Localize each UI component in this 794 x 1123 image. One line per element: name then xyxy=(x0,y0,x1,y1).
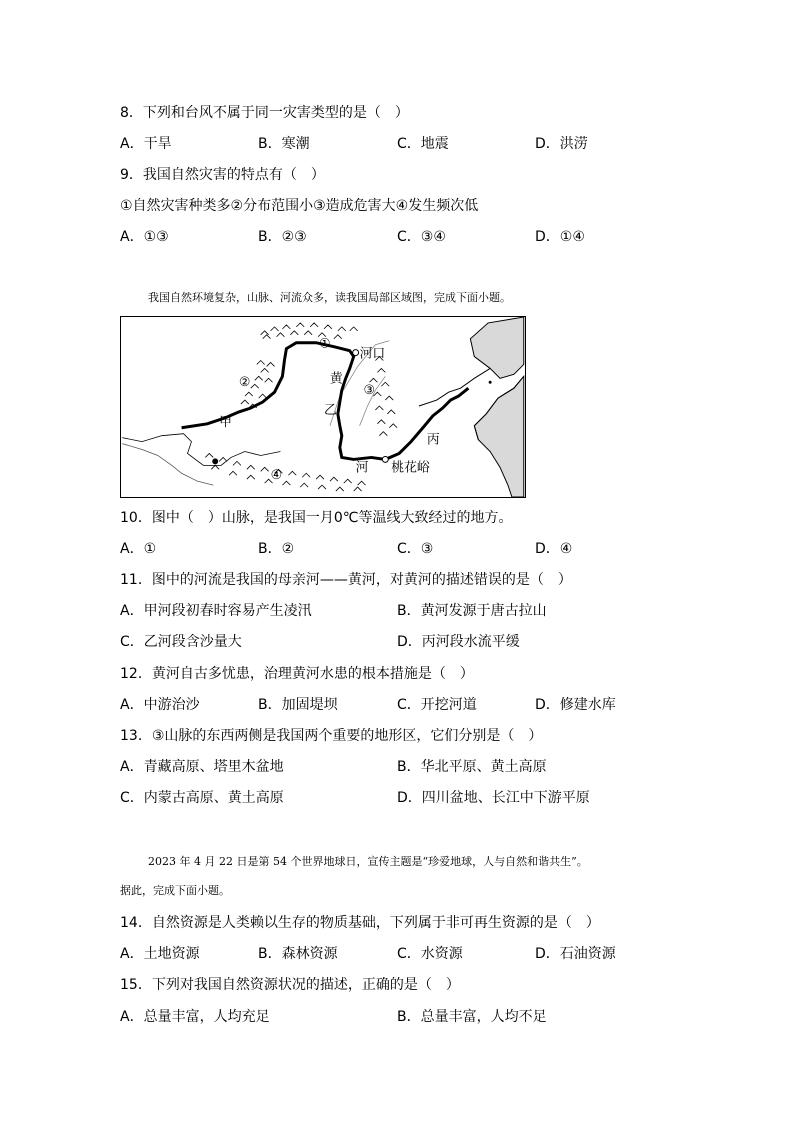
lake-marker xyxy=(212,458,218,464)
hekou-marker xyxy=(353,350,359,356)
q10-option-a[interactable]: A．① xyxy=(120,541,157,557)
q8-option-d[interactable]: D．洪涝 xyxy=(535,136,588,152)
question-15-stem: 15．下列对我国自然资源状况的描述，正确的是（ ） xyxy=(120,977,460,993)
label-taohuayu: 桃花峪 xyxy=(391,460,430,476)
q15-option-a[interactable]: A．总量丰富，人均充足 xyxy=(120,1009,270,1025)
q12-option-a[interactable]: A．中游治沙 xyxy=(120,697,200,713)
question-10-stem: 10．图中（ ）山脉，是我国一月0℃等温线大致经过的地方。 xyxy=(120,510,513,526)
q14-option-b[interactable]: B．森林资源 xyxy=(258,946,338,962)
q11-option-c[interactable]: C．乙河段含沙量大 xyxy=(120,634,242,650)
q10-option-c[interactable]: C．③ xyxy=(397,541,434,557)
label-mountain-2: ② xyxy=(238,375,251,391)
question-12-stem: 12．黄河自古多忧患，治理黄河水患的根本措施是（ ） xyxy=(120,666,474,682)
sea-area xyxy=(474,376,523,497)
question-13-stem: 13．③山脉的东西两侧是我国两个重要的地形区，它们分别是（ ） xyxy=(120,728,543,744)
q11-option-a[interactable]: A．甲河段初春时容易产生凌汛 xyxy=(120,603,312,619)
q11-option-d[interactable]: D．丙河段水流平缓 xyxy=(397,634,520,650)
q13-option-b[interactable]: B．华北平原、黄土高原 xyxy=(397,759,547,775)
q8-option-b[interactable]: B．寒潮 xyxy=(258,136,310,152)
mountain-range-1 xyxy=(261,323,358,339)
q10-option-b[interactable]: B．② xyxy=(258,541,295,557)
q9-option-b[interactable]: B．②③ xyxy=(258,229,307,245)
q12-option-c[interactable]: C．开挖河道 xyxy=(397,697,477,713)
q13-option-a[interactable]: A．青藏高原、塔里木盆地 xyxy=(120,759,284,775)
label-bing: 丙 xyxy=(426,432,440,448)
map-intro: 我国自然环境复杂，山脉、河流众多，读我国局部区域图，完成下面小题。 xyxy=(148,291,511,304)
label-jia: 甲 xyxy=(219,414,233,430)
question-11-stem: 11．图中的河流是我国的母亲河——黄河，对黄河的描述错误的是（ ） xyxy=(120,572,572,588)
question-8-stem: 8．下列和台风不属于同一灾害类型的是（ ） xyxy=(120,105,409,121)
label-he: 河 xyxy=(355,460,369,476)
q14-option-c[interactable]: C．水资源 xyxy=(397,946,463,962)
q10-option-d[interactable]: D．④ xyxy=(535,541,573,557)
q8-option-a[interactable]: A．干旱 xyxy=(120,136,172,152)
earth-day-intro-line2: 据此，完成下面小题。 xyxy=(120,884,230,897)
lake-marker xyxy=(489,381,492,384)
earth-day-intro-line1: 2023 年 4 月 22 日是第 54 个世界地球日，宣传主题是“珍爱地球，人与自然和谐共生”。 xyxy=(148,855,588,868)
peninsula xyxy=(470,317,523,378)
label-hekou: 河口 xyxy=(359,346,386,362)
q11-option-b[interactable]: B．黄河发源于唐古拉山 xyxy=(397,603,547,619)
label-mountain-4: ④ xyxy=(270,468,283,484)
q9-option-d[interactable]: D．①④ xyxy=(535,229,585,245)
boundary-line xyxy=(122,434,280,466)
yellow-river-map xyxy=(120,316,526,498)
q14-option-d[interactable]: D．石油资源 xyxy=(535,946,616,962)
boundary-line xyxy=(122,444,213,486)
q9-option-a[interactable]: A．①③ xyxy=(120,229,169,245)
yellow-river-course xyxy=(182,343,469,460)
q9-option-c[interactable]: C．③④ xyxy=(397,229,446,245)
question-14-stem: 14．自然资源是人类赖以生存的物质基础，下列属于非可再生资源的是（ ） xyxy=(120,915,600,931)
label-mountain-1: ① xyxy=(319,336,331,352)
q13-option-d[interactable]: D．四川盆地、长江中下游平原 xyxy=(397,790,590,806)
q13-option-c[interactable]: C．内蒙古高原、黄土高原 xyxy=(120,790,284,806)
label-huang: 黄 xyxy=(329,371,343,387)
q12-option-b[interactable]: B．加固堤坝 xyxy=(258,697,338,713)
taohuayu-marker xyxy=(382,456,388,462)
q14-option-a[interactable]: A．土地资源 xyxy=(120,946,200,962)
label-mountain-3: ③ xyxy=(363,383,376,399)
q15-option-b[interactable]: B．总量丰富，人均不足 xyxy=(397,1009,547,1025)
question-9-stem: 9．我国自然灾害的特点有（ ） xyxy=(120,167,325,183)
question-9-statement: ①自然灾害种类多②分布范围小③造成危害大④发生频次低 xyxy=(120,198,479,214)
q8-option-c[interactable]: C．地震 xyxy=(397,136,449,152)
label-yi: 乙 xyxy=(323,402,337,418)
q12-option-d[interactable]: D．修建水库 xyxy=(535,697,616,713)
